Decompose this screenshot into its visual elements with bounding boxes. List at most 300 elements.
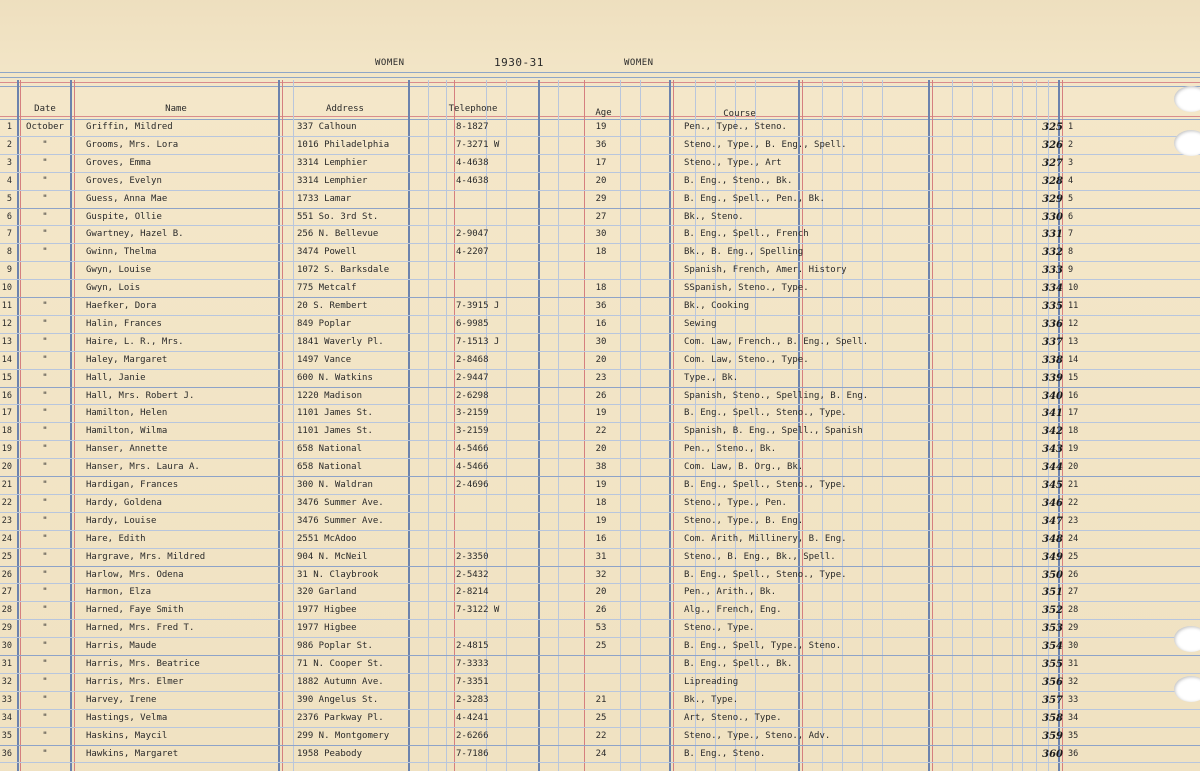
header-telephone: Telephone	[448, 104, 498, 114]
course-cell: Steno., Type., B. Eng., Spell.	[684, 139, 847, 150]
age-cell: 21	[595, 694, 607, 705]
table-row	[0, 225, 1200, 243]
row-rule	[0, 762, 1200, 763]
date-cell: "	[42, 175, 48, 186]
age-cell: 19	[595, 515, 607, 526]
table-row	[0, 583, 1200, 601]
date-cell: "	[42, 301, 48, 311]
course-cell: SSpanish, Steno., Type.	[684, 283, 809, 294]
row-number: 14	[1, 354, 12, 365]
table-row	[0, 530, 1200, 548]
right-row-number: 5	[1068, 193, 1074, 204]
handwritten-number: 327	[1042, 157, 1063, 169]
telephone-cell: 7-1513 J	[456, 336, 500, 347]
course-cell: Spanish, B. Eng., Spell., Spanish	[684, 426, 863, 437]
row-number: 8	[6, 247, 12, 258]
binder-hole	[1174, 130, 1200, 156]
binder-hole	[1174, 626, 1200, 652]
row-number: 34	[1, 712, 12, 723]
date-cell: "	[42, 569, 48, 580]
row-number: 29	[1, 623, 12, 634]
course-cell: B. Eng., Steno., Bk.	[684, 175, 793, 186]
name-cell: Guess, Anna Mae	[86, 193, 168, 204]
table-row	[0, 601, 1200, 619]
header-year: 1930-31	[494, 56, 544, 69]
row-number: 33	[1, 694, 12, 705]
age-cell: 19	[595, 408, 607, 419]
age-cell: 17	[595, 157, 607, 168]
right-row-number: 6	[1068, 211, 1074, 222]
table-row	[0, 655, 1200, 673]
right-row-number: 16	[1068, 390, 1079, 401]
right-row-number: 28	[1068, 605, 1079, 616]
age-cell: 25	[595, 712, 607, 723]
row-number: 11	[1, 301, 12, 311]
course-cell: Lipreading	[684, 676, 739, 687]
telephone-cell: 7-7186	[456, 748, 489, 759]
age-cell: 18	[595, 247, 607, 258]
name-cell: Harvey, Irene	[86, 694, 157, 705]
handwritten-number: 336	[1042, 318, 1063, 330]
table-row	[0, 422, 1200, 440]
row-number: 12	[1, 318, 12, 329]
rule	[0, 86, 1200, 87]
course-cell: B. Eng., Spell., Bk.	[684, 659, 793, 669]
age-cell: 18	[595, 497, 607, 508]
name-cell: Groves, Evelyn	[86, 175, 162, 186]
handwritten-number: 334	[1042, 283, 1063, 295]
handwritten-number: 348	[1042, 533, 1063, 545]
header-age: Age	[595, 108, 612, 118]
address-cell: 1733 Lamar	[297, 193, 352, 204]
telephone-cell: 4-2207	[456, 247, 489, 258]
handwritten-number: 360	[1042, 748, 1063, 760]
table-row	[0, 745, 1200, 763]
address-cell: 600 N. Watkins	[297, 372, 373, 383]
telephone-cell: 4-4241	[456, 712, 489, 723]
right-row-number: 11	[1068, 301, 1079, 311]
table-row	[0, 404, 1200, 422]
address-cell: 320 Garland	[297, 587, 357, 598]
handwritten-number: 358	[1042, 712, 1063, 724]
date-cell: "	[42, 641, 48, 652]
right-row-number: 36	[1068, 748, 1079, 759]
age-cell: 31	[595, 551, 607, 562]
name-cell: Hamilton, Wilma	[86, 426, 168, 437]
handwritten-number: 352	[1042, 605, 1063, 617]
address-cell: 775 Metcalf	[297, 283, 357, 294]
telephone-cell: 7-3333	[456, 659, 489, 669]
name-cell: Hanser, Annette	[86, 444, 168, 455]
course-cell: Com. Law, Steno., Type.	[684, 354, 809, 365]
age-cell: 19	[595, 122, 607, 132]
date-cell: "	[42, 748, 48, 759]
row-number: 17	[1, 408, 12, 419]
course-cell: B. Eng., Spell, Type., Steno.	[684, 641, 842, 652]
table-row	[0, 118, 1200, 136]
course-cell: B. Eng., Spell., French	[684, 229, 809, 240]
handwritten-number: 349	[1042, 551, 1063, 563]
handwritten-number: 332	[1042, 247, 1063, 259]
age-cell: 25	[595, 641, 607, 652]
age-cell: 53	[595, 623, 607, 634]
date-cell: "	[42, 444, 48, 455]
date-cell: "	[42, 229, 48, 240]
age-cell: 22	[595, 730, 607, 741]
right-row-number: 19	[1068, 444, 1079, 455]
row-number: 2	[6, 139, 12, 150]
date-cell: "	[42, 318, 48, 329]
telephone-cell: 7-3915 J	[456, 301, 500, 311]
table-row	[0, 369, 1200, 387]
age-cell: 18	[595, 283, 607, 294]
course-cell: Spanish, French, Amer. History	[684, 265, 847, 276]
age-cell: 26	[595, 390, 607, 401]
date-cell: "	[42, 480, 48, 490]
row-number: 30	[1, 641, 12, 652]
handwritten-number: 329	[1042, 193, 1063, 205]
name-cell: Hawkins, Margaret	[86, 748, 179, 759]
name-cell: Guspite, Ollie	[86, 211, 162, 222]
handwritten-number: 326	[1042, 139, 1063, 151]
table-row	[0, 458, 1200, 476]
table-row	[0, 261, 1200, 279]
rule	[0, 82, 1200, 83]
name-cell: Harris, Mrs. Beatrice	[86, 659, 200, 669]
telephone-cell: 7-3351	[456, 676, 489, 687]
name-cell: Halin, Frances	[86, 318, 162, 329]
address-cell: 551 So. 3rd St.	[297, 211, 379, 222]
name-cell: Hamilton, Helen	[86, 408, 168, 419]
address-cell: 20 S. Rembert	[297, 301, 368, 311]
address-cell: 31 N. Claybrook	[297, 569, 379, 580]
address-cell: 1072 S. Barksdale	[297, 265, 390, 276]
right-row-number: 20	[1068, 462, 1079, 473]
telephone-cell: 2-3283	[456, 694, 489, 705]
row-number: 35	[1, 730, 12, 741]
header-right-label: WOMEN	[624, 58, 654, 68]
row-number: 22	[1, 497, 12, 508]
row-number: 18	[1, 426, 12, 437]
handwritten-number: 338	[1042, 354, 1063, 366]
name-cell: Hardy, Louise	[86, 515, 157, 526]
table-row	[0, 476, 1200, 494]
telephone-cell: 4-5466	[456, 462, 489, 473]
handwritten-number: 335	[1042, 301, 1063, 312]
header-address: Address	[326, 104, 364, 114]
right-row-number: 33	[1068, 694, 1079, 705]
right-row-number: 9	[1068, 265, 1074, 276]
row-number: 13	[1, 336, 12, 347]
telephone-cell: 4-5466	[456, 444, 489, 455]
row-number: 10	[1, 283, 12, 294]
table-row	[0, 673, 1200, 691]
date-cell: "	[42, 676, 48, 687]
date-cell: "	[42, 605, 48, 616]
age-cell: 20	[595, 354, 607, 365]
handwritten-number: 350	[1042, 569, 1063, 581]
address-cell: 3314 Lemphier	[297, 157, 368, 168]
date-cell: "	[42, 336, 48, 347]
name-cell: Haskins, Maycil	[86, 730, 168, 741]
right-row-number: 4	[1068, 175, 1074, 186]
name-cell: Hardigan, Frances	[86, 480, 179, 490]
age-cell: 36	[595, 301, 607, 311]
name-cell: Gwartney, Hazel B.	[86, 229, 184, 240]
right-row-number: 1	[1068, 122, 1074, 132]
age-cell: 20	[595, 444, 607, 455]
name-cell: Hall, Mrs. Robert J.	[86, 390, 195, 401]
address-cell: 337 Calhoun	[297, 122, 357, 132]
address-cell: 1977 Higbee	[297, 605, 357, 616]
course-cell: Pen., Type., Steno.	[684, 122, 787, 132]
address-cell: 658 National	[297, 462, 363, 473]
table-row	[0, 548, 1200, 566]
right-row-number: 35	[1068, 730, 1079, 741]
course-cell: Steno., Type., B. Eng.	[684, 515, 804, 526]
course-cell: Com. Law, French., B. Eng., Spell.	[684, 336, 869, 347]
date-cell: "	[42, 730, 48, 741]
date-cell: "	[42, 712, 48, 723]
right-row-number: 29	[1068, 623, 1079, 634]
course-cell: Steno., B. Eng., Bk., Spell.	[684, 551, 836, 562]
telephone-cell: 2-9047	[456, 229, 489, 240]
age-cell: 22	[595, 426, 607, 437]
header-left-label: WOMEN	[375, 58, 405, 68]
row-number: 36	[1, 748, 12, 759]
course-cell: Bk., B. Eng., Spelling	[684, 247, 804, 258]
telephone-cell: 2-3350	[456, 551, 489, 562]
age-cell: 19	[595, 480, 607, 490]
right-row-number: 7	[1068, 229, 1074, 240]
address-cell: 1220 Madison	[297, 390, 363, 401]
address-cell: 1016 Philadelphia	[297, 139, 390, 150]
course-cell: Com. Law, B. Org., Bk.	[684, 462, 804, 473]
row-number: 9	[6, 265, 12, 276]
telephone-cell: 2-5432	[456, 569, 489, 580]
address-cell: 2551 McAdoo	[297, 533, 357, 544]
table-row	[0, 208, 1200, 226]
name-cell: Hare, Edith	[86, 533, 146, 544]
name-cell: Hastings, Velma	[86, 712, 168, 723]
name-cell: Griffin, Mildred	[86, 122, 173, 132]
table-row	[0, 172, 1200, 190]
right-row-number: 30	[1068, 641, 1079, 652]
date-cell: October	[26, 122, 64, 132]
name-cell: Gwinn, Thelma	[86, 247, 157, 258]
right-row-number: 31	[1068, 659, 1079, 669]
right-row-number: 25	[1068, 551, 1079, 562]
handwritten-number: 325	[1042, 122, 1063, 133]
header-name: Name	[165, 104, 187, 114]
age-cell: 29	[595, 193, 607, 204]
row-number: 21	[1, 480, 12, 490]
address-cell: 658 National	[297, 444, 363, 455]
address-cell: 3314 Lemphier	[297, 175, 368, 186]
telephone-cell: 3-2159	[456, 408, 489, 419]
name-cell: Haley, Margaret	[86, 354, 168, 365]
age-cell: 30	[595, 336, 607, 347]
table-row	[0, 494, 1200, 512]
row-number: 27	[1, 587, 12, 598]
table-row	[0, 315, 1200, 333]
address-cell: 1958 Peabody	[297, 748, 363, 759]
address-cell: 1101 James St.	[297, 426, 373, 437]
telephone-cell: 6-9985	[456, 318, 489, 329]
rule	[0, 77, 1200, 78]
name-cell: Harris, Maude	[86, 641, 157, 652]
name-cell: Haire, L. R., Mrs.	[86, 336, 184, 347]
date-cell: "	[42, 157, 48, 168]
name-cell: Hargrave, Mrs. Mildred	[86, 551, 206, 562]
date-cell: "	[42, 193, 48, 204]
right-row-number: 10	[1068, 283, 1079, 294]
course-cell: B. Eng., Spell., Steno., Type.	[684, 569, 847, 580]
course-cell: Steno., Type., Pen.	[684, 497, 787, 508]
row-number: 28	[1, 605, 12, 616]
date-cell: "	[42, 426, 48, 437]
course-cell: Bk., Steno.	[684, 211, 744, 222]
row-number: 26	[1, 569, 12, 580]
age-cell: 32	[595, 569, 607, 580]
table-row	[0, 279, 1200, 297]
name-cell: Harlow, Mrs. Odena	[86, 569, 184, 580]
row-number: 32	[1, 676, 12, 687]
age-cell: 16	[595, 318, 607, 329]
handwritten-number: 333	[1042, 265, 1063, 277]
date-cell: "	[42, 497, 48, 508]
name-cell: Grooms, Mrs. Lora	[86, 139, 179, 150]
telephone-cell: 2-9447	[456, 372, 489, 383]
date-cell: "	[42, 533, 48, 544]
handwritten-number: 354	[1042, 641, 1063, 653]
row-number: 31	[1, 659, 12, 669]
address-cell: 299 N. Montgomery	[297, 730, 390, 741]
ledger-header	[0, 56, 1200, 76]
row-number: 6	[6, 211, 12, 222]
telephone-cell: 3-2159	[456, 426, 489, 437]
course-cell: Steno., Type.	[684, 623, 755, 634]
table-row	[0, 709, 1200, 727]
right-row-number: 21	[1068, 480, 1079, 490]
right-row-number: 15	[1068, 372, 1079, 383]
address-cell: 71 N. Cooper St.	[297, 659, 384, 669]
address-cell: 1977 Higbee	[297, 623, 357, 634]
handwritten-number: 355	[1042, 659, 1063, 670]
date-cell: "	[42, 390, 48, 401]
table-row	[0, 351, 1200, 369]
address-cell: 986 Poplar St.	[297, 641, 373, 652]
telephone-cell: 8-1827	[456, 122, 489, 132]
date-cell: "	[42, 408, 48, 419]
course-cell: Bk., Type.	[684, 694, 739, 705]
course-cell: B. Eng., Spell., Steno., Type.	[684, 480, 847, 490]
row-number: 24	[1, 533, 12, 544]
row-number: 25	[1, 551, 12, 562]
name-cell: Harris, Mrs. Elmer	[86, 676, 184, 687]
row-number: 16	[1, 390, 12, 401]
telephone-cell: 4-4638	[456, 157, 489, 168]
table-row	[0, 387, 1200, 405]
name-cell: Haefker, Dora	[86, 301, 157, 311]
binder-hole	[1174, 86, 1200, 112]
address-cell: 1101 James St.	[297, 408, 373, 419]
table-row	[0, 154, 1200, 172]
right-row-number: 22	[1068, 497, 1079, 508]
table-row	[0, 619, 1200, 637]
row-number: 5	[6, 193, 12, 204]
address-cell: 904 N. McNeil	[297, 551, 368, 562]
handwritten-number: 357	[1042, 694, 1063, 706]
date-cell: "	[42, 354, 48, 365]
name-cell: Harned, Mrs. Fred T.	[86, 623, 195, 634]
handwritten-number: 359	[1042, 730, 1063, 742]
address-cell: 3476 Summer Ave.	[297, 515, 384, 526]
binder-hole	[1174, 676, 1200, 702]
table-row	[0, 512, 1200, 530]
handwritten-number: 346	[1042, 497, 1063, 509]
age-cell: 38	[595, 462, 607, 473]
telephone-cell: 2-4696	[456, 480, 489, 490]
date-cell: "	[42, 587, 48, 598]
right-row-number: 34	[1068, 712, 1079, 723]
date-cell: "	[42, 372, 48, 383]
name-cell: Harmon, Elza	[86, 587, 152, 598]
table-row	[0, 691, 1200, 709]
handwritten-number: 341	[1042, 408, 1063, 420]
right-row-number: 24	[1068, 533, 1079, 544]
handwritten-number: 347	[1042, 515, 1063, 527]
course-cell: Pen., Arith., Bk.	[684, 587, 777, 598]
table-row	[0, 727, 1200, 745]
right-row-number: 14	[1068, 354, 1079, 365]
right-row-number: 18	[1068, 426, 1079, 437]
row-number: 7	[6, 229, 12, 240]
name-cell: Hardy, Goldena	[86, 497, 162, 508]
address-cell: 3474 Powell	[297, 247, 357, 258]
handwritten-number: 342	[1042, 426, 1063, 438]
handwritten-number: 351	[1042, 587, 1063, 599]
row-number: 4	[6, 175, 12, 186]
name-cell: Hanser, Mrs. Laura A.	[86, 462, 200, 473]
telephone-cell: 2-8468	[456, 354, 489, 365]
table-row	[0, 440, 1200, 458]
course-cell: B. Eng., Steno.	[684, 748, 766, 759]
handwritten-number: 337	[1042, 336, 1063, 348]
age-cell: 26	[595, 605, 607, 616]
address-cell: 1882 Autumn Ave.	[297, 676, 384, 687]
telephone-cell: 2-6266	[456, 730, 489, 741]
address-cell: 1497 Vance	[297, 354, 352, 365]
address-cell: 1841 Waverly Pl.	[297, 336, 384, 347]
course-cell: Spanish, Steno., Spelling, B. Eng.	[684, 390, 869, 401]
right-row-number: 27	[1068, 587, 1079, 598]
table-row	[0, 136, 1200, 154]
telephone-cell: 7-3271 W	[456, 139, 500, 150]
table-row	[0, 566, 1200, 584]
header-course: Course	[723, 109, 756, 119]
name-cell: Harned, Faye Smith	[86, 605, 184, 616]
course-cell: Pen., Steno., Bk.	[684, 444, 777, 455]
right-row-number: 2	[1068, 139, 1074, 150]
course-cell: Steno., Type., Art	[684, 157, 782, 168]
date-cell: "	[42, 551, 48, 562]
table-row	[0, 637, 1200, 655]
table-row	[0, 297, 1200, 315]
course-cell: Sewing	[684, 318, 717, 329]
right-row-number: 23	[1068, 515, 1079, 526]
right-row-number: 17	[1068, 408, 1079, 419]
